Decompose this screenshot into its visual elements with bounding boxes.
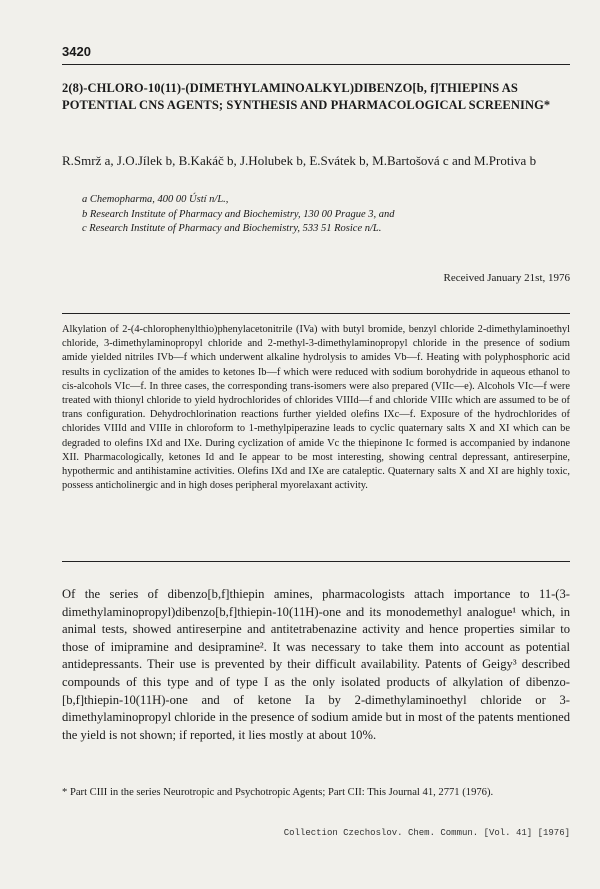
author-list: R.Smrž a, J.O.Jílek b, B.Kakáč b, J.Holubek b, E.Svátek b, M.Bartošová c and M.Protiva b	[62, 153, 537, 168]
received-date: Received January 21st, 1976	[443, 272, 570, 284]
affiliations	[82, 193, 570, 237]
abstract: Alkylation of 2-(4-chlorophenylthio)phenylacetonitrile (IVa) with butyl bromide, benzyl chloride 2-dimethylaminoethyl chloride, 3-dimethylaminopropyl chloride and 2-methyl-3-dimethylaminopropyl chloride in the presence of sodium amide yielded nitriles IVb—f which underwent alkaline hydrolysis to amides Vb—f. Heating with polyphosphoric acid results in cyclization of the amides to ketones Ib—f which were reduced with sodium borohydride in aqueous ethanol to cis-alcohols VIc—f. In three cases, the corresponding trans-isomers were also prepared (VIIc—e). Alcohols VIc—f were treated with thionyl chloride to yield hydrochlorides of chlorides VIIId—f and chloride VIIIc which are assumed to be of trans configuration. Dehydrochlorination reactions further yielded olefins IXc—f. Exposure of the hydrochlorides of chlorides VIIId and VIIIe in chloroform to 1-methylpiperazine leads to cyclic quaternary salts X and XI which can be degraded to olefins IXd and IXe. During cyclization of amide Vc the thiepinone Ic formed is accompanied by indanone XII. Pharmacologically, ketones Id and Ie appear to be most interesting, showing central depressant, antireserpine, hypothermic and antihistamine activities. Olefins IXd and IXe are cataleptic. Quaternary salts X and XI are highly toxic, possess anticholinergic and in high doses peripheral myorelaxant activity.	[62, 324, 570, 492]
header-rule	[62, 64, 570, 65]
body-paragraph: Of the series of dibenzo[b,f]thiepin amines, pharmacologists attach importance to 11-(3-dimethylaminopropyl)dibenzo[b,f]thiepin-10(11H)-one and its monodemethyl analogue¹ which, in animal tests, showed antireserpine and antitetrabenazine activity and hence properties similar to those of imipramine and desipramine². It was necessary to take them into account as potential antidepressants. Their use is prevented by their difficult availability. Patents of Geigy³ described compounds of this type and of type I as the only isolated products of alkylation of dibenzo-[b,f]thiepin-10(11H)-one and of ketone Ia by 2-dimethylaminoethyl chloride or 3-dimethylaminopropyl chloride in the presence of sodium amide but in most of the patents mentioned the yield is not shown; if reported, it lies mostly at about 10%.	[62, 587, 570, 742]
journal-footer: Collection Czechoslov. Chem. Commun. [Vol. 41] [1976]	[283, 828, 570, 838]
article-title: 2(8)-CHLORO-10(11)-(DIMETHYLAMINOALKYL)DIBENZO[b, f]THIEPINS AS POTENTIAL CNS AGENTS; SYNTHESIS AND PHARMACOLOGICAL SCREENING*	[62, 81, 551, 112]
abstract-bottom-rule	[62, 561, 570, 562]
footnote: * Part CIII in the series Neurotropic and Psychotropic Agents; Part CII: This Journal 41, 2771 (1976).	[62, 787, 494, 798]
affiliation-c: c Research Institute of Pharmacy and Biochemistry, 533 51 Rosice n/L.	[82, 223, 382, 234]
page-number: 3420	[62, 44, 91, 59]
affiliation-b: b Research Institute of Pharmacy and Biochemistry, 130 00 Prague 3, and	[82, 208, 395, 220]
affiliation-a: a Chemopharma, 400 00 Ústí n/L.,	[82, 194, 229, 205]
abstract-top-rule	[62, 313, 570, 314]
